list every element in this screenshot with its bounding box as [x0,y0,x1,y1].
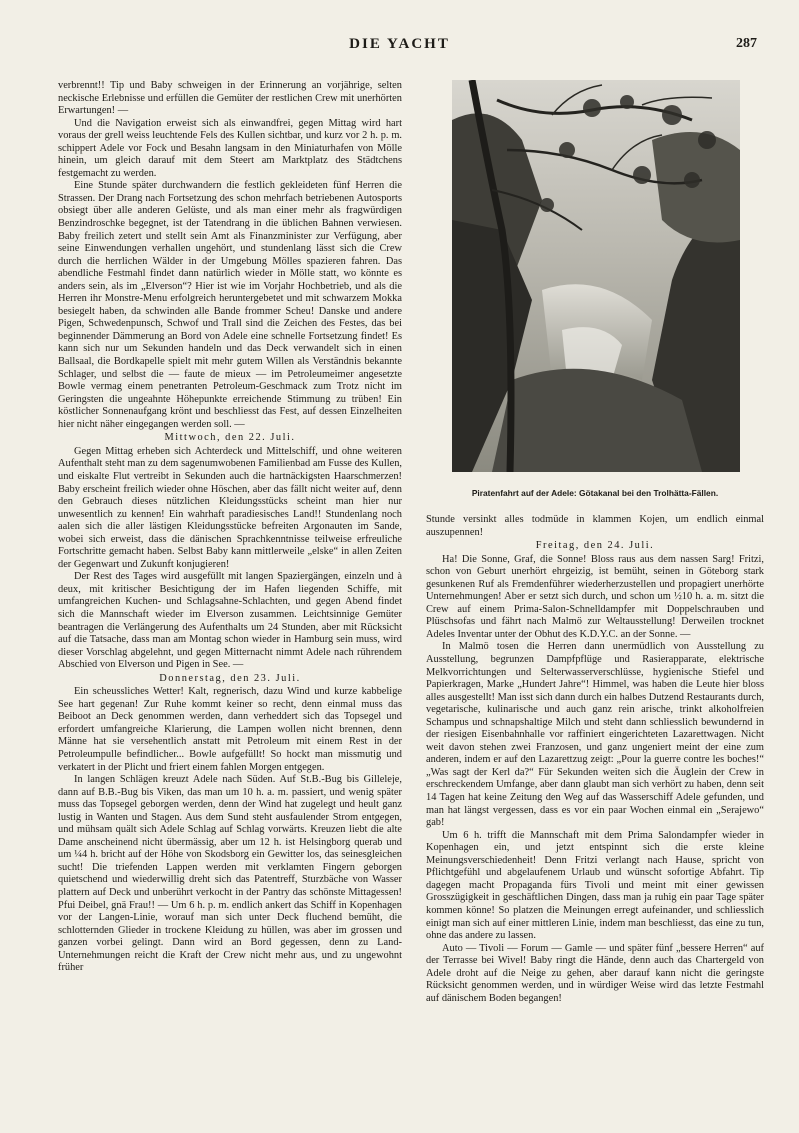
paragraph: Auto — Tivoli — Forum — Gamle — und später fünf „bessere Herren“ auf der Terrasse bei Wivel! Baby ringt die Hände, denn auch das Chartergeld von Adele droht auf die Neige zu gehen, aber darauf kann nicht die geringste Rücksicht genommen werden, und in würdiger Weise wird das letzte Festmahl auf dänischem Boden begangen! [426,942,764,1004]
paragraph: verbrennt!! Tip und Baby schweigen in der Erinnerung an vorjährige, selten neckische Erlebnisse und erfüllen die Gemüter der restlichen Crew mit unerhörten Erwartungen! — [58,80,402,117]
paragraph: Und die Navigation erweist sich als einwandfrei, gegen Mittag wird hart voraus der grell weiss leuchtende Fels des Kullen sichtbar, und kurz vor 2 h. p. m. schippert Adele vor Fock und Besahn langsam in den Miniaturhafen von Mölle hinein, um gleich darauf mit dem Steert am Marktplatz des Städtchens festgemacht zu werden. [58,117,402,179]
photo-caption: Piratenfahrt auf der Adele: Götakanal bei den Trolhätta-Fällen. [471,488,719,498]
paragraph: In langen Schlägen kreuzt Adele nach Süden. Auf St.B.-Bug bis Gilleleje, dann auf B.B.-Bug bis Viken, das man um 10 h. a. m. passiert, und wenig später muss das Topsegel geborgen werden, denn der Wind hat zugelegt und heult ganz lustig in Wanten und Stagen. Aus dem Sund steht ausfaulender Strom entgegen, und mühsam quält sich Adele Schlag auf Schlag vorwärts. Kreuzen liebt die alte Dame anscheinend nicht übermässig, aber um 12 h. ist Helsingborg querab und um ¼4 h. bricht auf der Höhe von Skodsborg ein Gewitter los, das seinesgleichen sucht! Die triefenden Lappen werden mit verklamten Fingern geborgen quietschend und wiederwillig dreht sich das Patentreff, Sturzbäche von Wasser plattern auf Deck und unberührt verkocht in der Pantry das schönste Mittagessen! Pfui Deibel, gnä Frau!! — Um 6 h. p. m. endlich ankert das Schiff in Kopenhagen vor der Langen-Linie, worauf man sich unter Deck fluchend bemüht, die schlotternden Glieder in trockene Kleidung zu hüllen, was aber im grossen und ganzen vorbei gelingt. Dann wird an Bord gegessen, denn zu Land-Unternehmungen reicht die Kraft der Crew nicht mehr aus, und zu ungewohnt früher [58,774,402,974]
paragraph: Gegen Mittag erheben sich Achterdeck und Mittelschiff, und ohne weiteren Aufenthalt steht man zu dem sagenumwobenen Familienbad am Fusse des Kullen, und eiskalte Flut vertreibt in Sekunden auch die hartnäckigsten Haarschmerzen! Baby erscheint freilich wieder ohne Höschen, aber das fällt nicht weiter auf, denn den Gebrauch dieses nützlichen Kleidungsstücks scheint man hier nur unwesentlich zu kennen! Ein wahrhaft paradiesisches Land!! Stundenlang noch aalen sich die aller lästigen Kleidungsstücke befreiten Argonauten im Sande, wobei sich erweist, dass die dänischen Sprachkenntnisse teilweise erfreuliche Fortschritte gemacht haben. Selbst Baby kann mittlerweile „elske“ in allen Zeiten der Gegenwart und Zukunft konjugieren! [58,445,402,570]
paragraph: Eine Stunde später durchwandern die festlich gekleideten fünf Herren die Strassen. Der Drang nach Fortsetzung des schon mehrfach betriebenen Autosports obsiegt über alle anderen Gelüste, und als man einer mehr als fragwürdigen Benzindroschke begegnet, ist der Tatendrang in die üblichen Bahnen verwiesen. Baby freilich zetert und stellt sein Amt als Finanzminister zur Verfügung, aber seine Einwendungen verhallen ungehört, und stundenlang lässt sich die Crew durch die herrlichen Wälder in der Umgebung Mölles spazieren fahren. Das abendliche Festmahl findet dann natürlich wieder in Mölle statt, wo könnte es anders sein, als im „Elverson“? Hier ist wie im Vorjahr Hochbetrieb, und als die Herren ihr Monstre-Menu erfolgreich heruntergebetet und mit schwarzem Mokka besiegelt haben, da schwinden alle Bande frommer Scheu! Danske und andere Pigen, Schwedenpunsch, Schwof und Trall sind die Zeichen des Festes, das bei beginnender Dämmerung an Bord von Adele eine schnelle Fortsetzung findet! Es kann sich nur um Sekunden handeln und das Deck verwandelt sich in einen Ballsaal, die Bordkapelle spielt mit mehr gutem Willen als Verständnis bekannte Schlager, und selbst die — faute de mieux — im Petroleumeimer angesetzte Bowle vermag einem penetranten Petroleum-Geschmack zum Trotz nicht im Geringsten die ungeahnte Höhepunkte erreichende Stimmung zu trüben! Ein köstlicher Sonnenaufgang krönt und beschliesst das Fest, auf dessen Einzelheiten hier nicht näher eingegangen werden soll. — [58,180,402,430]
running-header [0,36,799,56]
date-heading: Donnerstag, den 23. Juli. [159,672,301,684]
page-number: 287 [736,36,757,51]
magazine-title: DIE YACHT [349,36,450,52]
photograph-trollhatta-falls [452,80,740,472]
date-heading: Freitag, den 24. Juli. [535,540,655,552]
paragraph: Ha! Die Sonne, Graf, die Sonne! Bloss raus aus dem nassen Sarg! Fritzi, schon von Geburt unerhört ehrgeizig, ist bemüht, seinen in Göteborg stark gesunkenen Ruf als Fremdenführer wiederherzustellen und propagiert unerhörte Unternehmungen! Aber er setzt sich durch, und schon um ½10 h. a. m. sitzt die Crew auf einem Prima-Salon-Schnelldampfer mit Doppelschrauben und Plüschsofas und fährt nach Malmö zur Weltausstellung! Derweilen trocknet Adeles Inventar unter der Obhut des K.D.Y.C. an der Sonne. — [426,553,764,640]
date-heading: Mittwoch, den 22. Juli. [164,432,296,444]
photo-illustration [452,80,740,472]
left-text-column [58,80,402,975]
paragraph: Ein scheussliches Wetter! Kalt, regnerisch, dazu Wind und kurze kabbelige See hart gegenan! Zur Ruhe kommt keiner so recht, denn einmal muss das Beiboot an Deck genommen werden, dann verheddert sich das Topsegel und erfordert umfangreiche Klarierung, die Lampen wollen nicht brennen, denn Männe hat sie versehentlich anstatt mit Petroleum mit einem Rest in der Petroleumpulle befindlicher... Bowle aufgefüllt! So hockt man missmutig und verkatert in der Plicht und friert einem fahlen Morgen entgegen. [58,686,402,773]
paragraph: Um 6 h. trifft die Mannschaft mit dem Prima Salondampfer wieder in Kopenhagen ein, und jetzt entspinnt sich die erste kleine Meinungsverschiedenheit! Denn Fritzi verlangt nach Hause, spricht von Pflichtgefühl und abgelaufenem Urlaub und wünscht sofortige Abfahrt. Tip dagegen macht Propaganda fürs Tivoli und meint mit einer gewissen Grosszügigkeit in geschäftlichen Dingen, dass man ja ruhig ein paar Tage später kommen könne! So platzen die Meinungen erregt aufeinander, und schliesslich einigt man sich auf einer mittleren Linie, indem man beschliesst, das eine zu tun, ohne das andere zu lassen. [426,829,764,942]
paragraph: In Malmö tosen die Herren dann unermüdlich von Ausstellung zu Ausstellung, begrunzen Dampfpflüge und Rasierapparate, elektrische Melkvorrichtungen und Selterwasserverschlüsse, hygienische Stiefel und Papierkragen, Marke „Hundert Jahre“! Himmel, was haben die Leute hier bloss alles ausgestellt! Man isst sich dann durch ein halbes Dutzend Restaurants durch, vegetarische, kulinarische und auch ganz rein arische, trinkt alkoholfreien Schampus und schnapshaltige Milch und steht dann schliesslich bewundernd in der riesigen Eisenbahnhalle vor raffiniert eingerichteten Lazarettwagen. Nicht weit davon stehen zwei Franzosen, und ganz ungeniert meint der eine zum anderen, indem er auf den Lazarettzug zeigt: „Pour la guerre contre les boches!“ „Was sagt der Kerl da?“ Für Sekunden weiten sich die Äuglein der Crew in erschreckendem Umfange, aber dann glaubt man sich verhört zu haben, denn seit 14 Tagen hat keine Zeitung den Weg auf das Wasserschiff Adele gefunden, und man hat längst vergessen, dass es vor ein paar Wochen einmal ein „Serajewo“ gab! [426,641,764,829]
paragraph: Der Rest des Tages wird ausgefüllt mit langen Spaziergängen, einzeln und à deux, mit kritischer Besichtigung der im Hafen liegenden Schiffe, mit umfangreichen Kuchen- und Schlagsahne-Schlachten, und gegen Abend findet sich die Mannschaft wieder im Elverson zusammen. Leichtsinnige Gemüter beantragen die Verlängerung des Aufenthalts um 24 Stunden, aber mit Rücksicht auf die Tatsache, dass man am Montag schon wieder in Hamburg sein muss, wird dieser Vorschlag abgelehnt, und gegen Mitternacht nimmt Adele nach rührendem Abschied von Elverson und Pigen in See. — [58,571,402,671]
paragraph: Stunde versinkt alles todmüde in klammen Kojen, um endlich einmal auszupennen! [426,514,764,538]
right-text-column [426,514,764,1005]
